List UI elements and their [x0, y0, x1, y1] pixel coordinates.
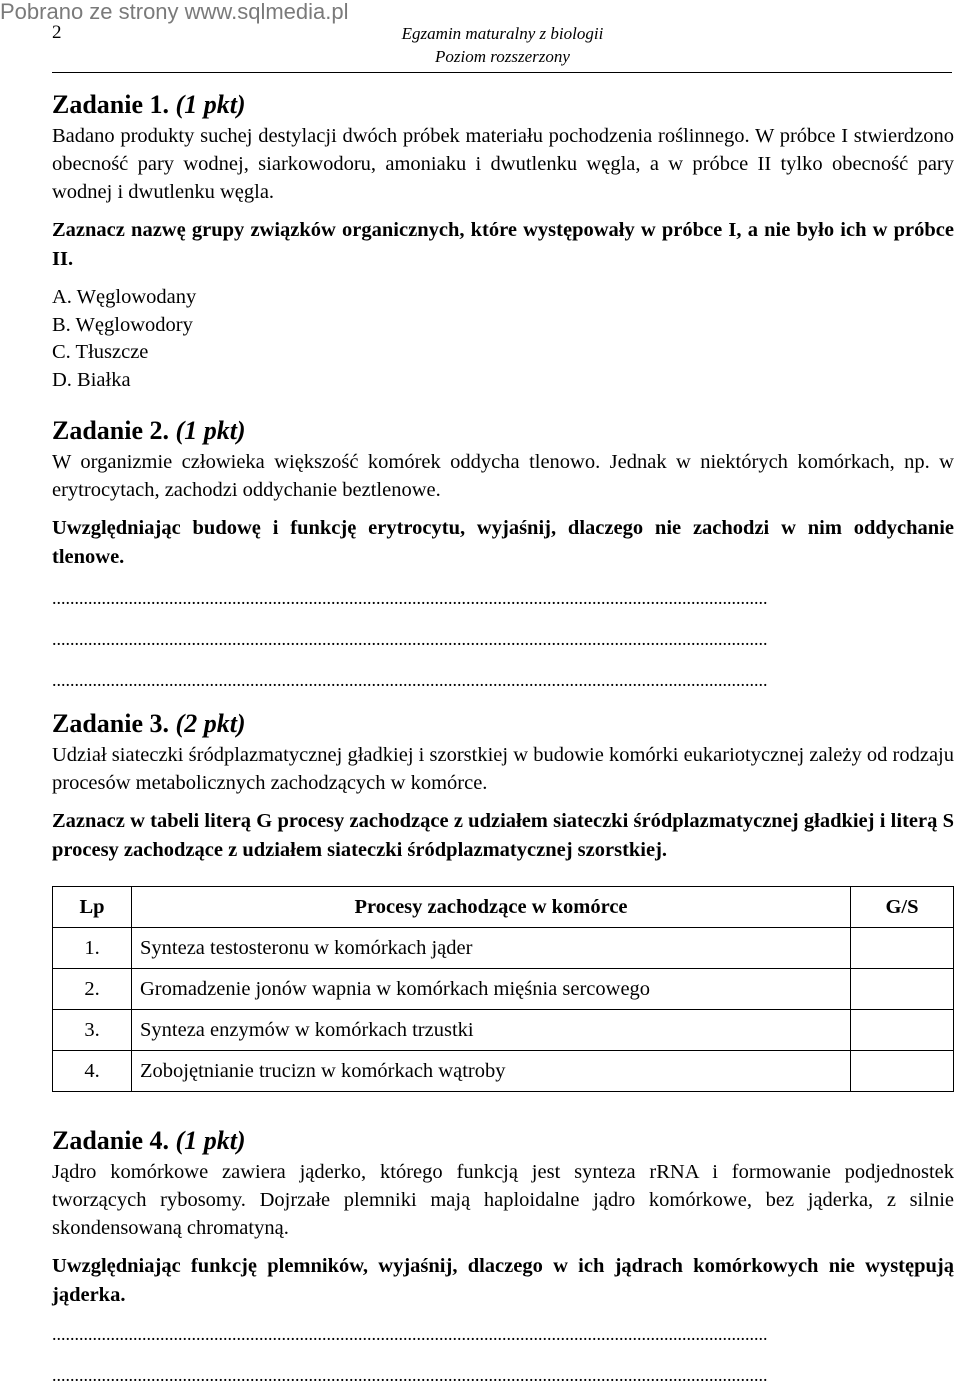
task-4	[52, 1126, 954, 1396]
task-1	[52, 90, 954, 394]
row-process: Synteza testosteronu w komórkach jąder	[132, 928, 851, 969]
col-header-lp: Lp	[53, 887, 132, 928]
option-c[interactable]: C. Tłuszcze	[52, 341, 149, 363]
watermark-text: Pobrano ze strony www.sqlmedia.pl	[0, 0, 349, 24]
task-3-title	[52, 709, 954, 739]
exam-content	[52, 90, 954, 1396]
task-2-answer-area[interactable]	[52, 578, 954, 701]
process-table	[52, 886, 954, 1092]
row-number: 2.	[53, 969, 132, 1010]
task-2	[52, 416, 954, 701]
task-1-intro: Badano produkty suchej destylacji dwóch próbek materiału pochodzenia roślinnego. W próbce I stwierdzono obecność pary wodnej, siarkowodoru, amoniaku i dwutlenku węgla, a w próbce II tylko obecność pary wodnej i dwutlenku węgla.	[52, 125, 954, 203]
task-1-label: Zadanie 1.	[52, 90, 170, 119]
task-3-label: Zadanie 3.	[52, 709, 170, 738]
task-1-points: (1 pkt)	[175, 90, 246, 119]
header-subtitle: Poziom rozszerzony	[435, 47, 570, 66]
answer-line[interactable]: ...............................................................................................................................................................	[52, 1365, 768, 1385]
option-d[interactable]: D. Białka	[52, 368, 131, 391]
task-4-points: (1 pkt)	[175, 1126, 246, 1155]
table-row	[53, 969, 954, 1010]
col-header-process: Procesy zachodzące w komórce	[132, 887, 851, 928]
task-4-command: Uwzględniając funkcję plemników, wyjaśnij, dlaczego w ich jądrach komórkowych nie występują jąderka.	[52, 1255, 954, 1306]
row-answer-cell[interactable]	[851, 1051, 954, 1092]
table-row	[53, 1010, 954, 1051]
table-header-row	[53, 887, 954, 928]
row-answer-cell[interactable]	[851, 928, 954, 969]
task-1-options	[52, 284, 954, 394]
option-b[interactable]: B. Węglowodory	[52, 313, 193, 336]
header-divider	[52, 72, 952, 73]
task-4-answer-area[interactable]	[52, 1314, 954, 1396]
task-2-intro: W organizmie człowieka większość komórek oddycha tlenowo. Jednak w niektórych komórkach, np. w erytrocytach, zachodzi oddychanie beztlenowe.	[52, 451, 954, 501]
task-4-label: Zadanie 4.	[52, 1126, 170, 1155]
task-2-command: Uwzględniając budowę i funkcję erytrocytu, wyjaśnij, dlaczego nie zachodzi w nim oddychanie tlenowe.	[52, 517, 954, 568]
page-header	[0, 22, 960, 68]
task-1-title	[52, 90, 954, 120]
answer-line[interactable]: ...............................................................................................................................................................	[52, 629, 768, 649]
answer-line[interactable]: ...............................................................................................................................................................	[52, 588, 768, 608]
task-4-intro: Jądro komórkowe zawiera jąderko, którego funkcją jest synteza rRNA i formowanie podjednostek tworzących rybosomy. Dojrzałe plemniki mają haploidalne jądro komórkowe, bez jąderka, z silnie skondensowaną chromatyną.	[52, 1161, 954, 1239]
table-row	[53, 1051, 954, 1092]
answer-line[interactable]: ...............................................................................................................................................................	[52, 1324, 768, 1344]
row-process: Synteza enzymów w komórkach trzustki	[132, 1010, 851, 1051]
table-row	[53, 928, 954, 969]
task-2-title	[52, 416, 954, 446]
task-2-label: Zadanie 2.	[52, 416, 170, 445]
answer-line[interactable]: ...............................................................................................................................................................	[52, 670, 768, 690]
task-3-intro: Udział siateczki śródplazmatycznej gładkiej i szorstkiej w budowie komórki eukariotycznej zależy od rodzaju procesów metabolicznych zachodzących w komórce.	[52, 744, 954, 794]
task-3-command: Zaznacz w tabeli literą G procesy zachodzące z udziałem siateczki śródplazmatycznej gładkiej i literą S procesy zachodzące z udziałem siateczki śródplazmatycznej szorstkiej.	[52, 810, 954, 861]
row-answer-cell[interactable]	[851, 969, 954, 1010]
option-a[interactable]: A. Węglowodany	[52, 286, 197, 308]
header-title: Egzamin maturalny z biologii	[401, 24, 604, 43]
task-2-points: (1 pkt)	[175, 416, 246, 445]
col-header-gs: G/S	[851, 887, 954, 928]
row-number: 3.	[53, 1010, 132, 1051]
page-number: 2	[52, 22, 62, 43]
row-number: 1.	[53, 928, 132, 969]
row-process: Zobojętnianie trucizn w komórkach wątroby	[132, 1051, 851, 1092]
task-3-points: (2 pkt)	[175, 709, 246, 738]
row-process: Gromadzenie jonów wapnia w komórkach mięśnia sercowego	[132, 969, 851, 1010]
task-3	[52, 709, 954, 1092]
task-1-command: Zaznacz nazwę grupy związków organicznych, które występowały w próbce I, a nie było ich w próbce II.	[52, 219, 954, 270]
row-answer-cell[interactable]	[851, 1010, 954, 1051]
row-number: 4.	[53, 1051, 132, 1092]
task-4-title	[52, 1126, 954, 1156]
